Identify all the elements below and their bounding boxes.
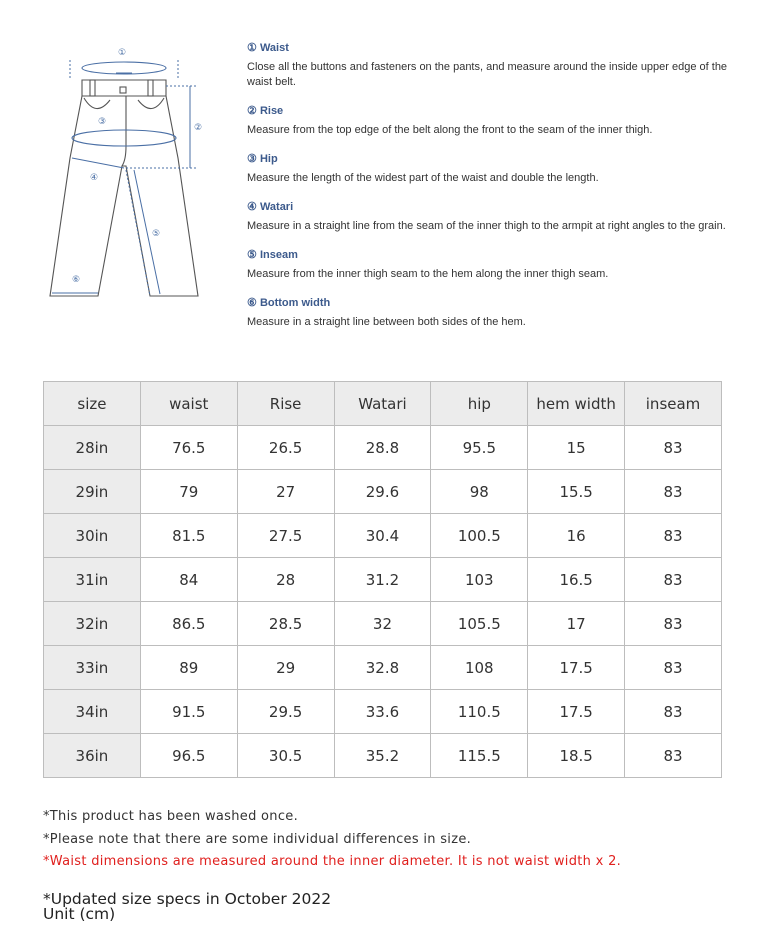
cell-rise: 28.5 bbox=[237, 602, 334, 646]
cell-size: 33in bbox=[44, 646, 141, 690]
measure-item-hip bbox=[247, 151, 737, 186]
measure-title bbox=[247, 199, 737, 215]
cell-waist: 86.5 bbox=[140, 602, 237, 646]
cell-waist: 89 bbox=[140, 646, 237, 690]
cell-rise: 28 bbox=[237, 558, 334, 602]
table-row bbox=[44, 690, 722, 734]
measure-title bbox=[247, 103, 737, 119]
cell-inseam: 83 bbox=[625, 558, 722, 602]
measurement-descriptions bbox=[247, 40, 737, 343]
measure-number: ⑥ bbox=[247, 297, 257, 309]
diagram-marker-5: ⑤ bbox=[152, 229, 161, 239]
note-individual-differences: *Please note that there are some individual differences in size. bbox=[43, 831, 472, 847]
column-header-waist: waist bbox=[140, 382, 237, 426]
cell-rise: 29 bbox=[237, 646, 334, 690]
diagram-marker-3: ③ bbox=[98, 117, 107, 127]
cell-rise: 27.5 bbox=[237, 514, 334, 558]
measure-number: ④ bbox=[247, 201, 257, 213]
cell-watari: 30.4 bbox=[334, 514, 431, 558]
table-row bbox=[44, 514, 722, 558]
measure-name: Inseam bbox=[259, 249, 298, 261]
measure-number: ① bbox=[247, 42, 257, 54]
cell-hem-width: 17.5 bbox=[528, 646, 625, 690]
measure-number: ③ bbox=[247, 153, 257, 165]
cell-watari: 32 bbox=[334, 602, 431, 646]
measure-title bbox=[247, 40, 737, 56]
diagram-marker-1: ① bbox=[118, 48, 127, 58]
cell-watari: 29.6 bbox=[334, 470, 431, 514]
cell-size: 31in bbox=[44, 558, 141, 602]
column-header-size: size bbox=[44, 382, 141, 426]
cell-hip: 110.5 bbox=[431, 690, 528, 734]
cell-rise: 29.5 bbox=[237, 690, 334, 734]
measure-name: Watari bbox=[259, 201, 294, 213]
note-washed: *This product has been washed once. bbox=[43, 809, 299, 824]
cell-inseam: 83 bbox=[625, 734, 722, 778]
column-header-hem-width: hem width bbox=[528, 382, 625, 426]
measure-number: ② bbox=[247, 105, 257, 117]
measure-item-bottom-width bbox=[247, 295, 737, 330]
size-chart-table bbox=[43, 381, 722, 778]
cell-waist: 81.5 bbox=[140, 514, 237, 558]
cell-waist: 91.5 bbox=[140, 690, 237, 734]
column-header-watari: Watari bbox=[334, 382, 431, 426]
measure-name: Waist bbox=[259, 42, 289, 54]
table-row bbox=[44, 646, 722, 690]
table-row bbox=[44, 558, 722, 602]
column-header-hip: hip bbox=[431, 382, 528, 426]
measure-description: Measure from the top edge of the belt along the front to the seam of the inner thigh. bbox=[247, 124, 653, 136]
cell-watari: 31.2 bbox=[334, 558, 431, 602]
column-header-inseam: inseam bbox=[625, 382, 722, 426]
notes-section bbox=[43, 806, 743, 874]
cell-hip: 95.5 bbox=[431, 426, 528, 470]
table-header-row bbox=[44, 382, 722, 426]
cell-hip: 105.5 bbox=[431, 602, 528, 646]
cell-size: 28in bbox=[44, 426, 141, 470]
measure-description: Measure the length of the widest part of the waist and double the length. bbox=[247, 172, 599, 184]
measure-item-waist bbox=[247, 40, 737, 90]
updated-specs-note: *Updated size specs in October 2022 bbox=[43, 890, 332, 908]
cell-size: 36in bbox=[44, 734, 141, 778]
table-row bbox=[44, 734, 722, 778]
measure-number: ⑤ bbox=[247, 249, 257, 261]
table-body bbox=[44, 426, 722, 778]
cell-inseam: 83 bbox=[625, 470, 722, 514]
cell-hip: 108 bbox=[431, 646, 528, 690]
measure-description: Measure in a straight line between both sides of the hem. bbox=[247, 316, 526, 328]
cell-rise: 30.5 bbox=[237, 734, 334, 778]
table-row bbox=[44, 602, 722, 646]
cell-waist: 79 bbox=[140, 470, 237, 514]
diagram-marker-4: ④ bbox=[90, 173, 99, 183]
measure-item-rise bbox=[247, 103, 737, 138]
diagram-marker-2: ② bbox=[194, 123, 203, 133]
table-row bbox=[44, 470, 722, 514]
measure-item-inseam bbox=[247, 247, 737, 282]
cell-watari: 35.2 bbox=[334, 734, 431, 778]
measure-description: Close all the buttons and fasteners on the pants, and measure around the inside upper edge of the waist belt. bbox=[247, 61, 728, 88]
unit-label: Unit (cm) bbox=[43, 905, 116, 923]
measure-description: Measure in a straight line from the seam of the inner thigh to the armpit at right angles to the grain. bbox=[247, 220, 726, 232]
measure-name: Bottom width bbox=[259, 297, 331, 309]
column-header-rise: Rise bbox=[237, 382, 334, 426]
measure-name: Rise bbox=[259, 105, 284, 117]
cell-waist: 96.5 bbox=[140, 734, 237, 778]
cell-rise: 26.5 bbox=[237, 426, 334, 470]
cell-inseam: 83 bbox=[625, 514, 722, 558]
pants-measurement-diagram bbox=[40, 38, 220, 310]
cell-inseam: 83 bbox=[625, 426, 722, 470]
measure-item-watari bbox=[247, 199, 737, 234]
cell-watari: 32.8 bbox=[334, 646, 431, 690]
cell-size: 29in bbox=[44, 470, 141, 514]
cell-size: 34in bbox=[44, 690, 141, 734]
measure-name: Hip bbox=[259, 153, 278, 165]
cell-watari: 33.6 bbox=[334, 690, 431, 734]
cell-watari: 28.8 bbox=[334, 426, 431, 470]
cell-hem-width: 16.5 bbox=[528, 558, 625, 602]
cell-hip: 103 bbox=[431, 558, 528, 602]
note-waist-measurement: *Waist dimensions are measured around the inner diameter. It is not waist width x 2. bbox=[43, 854, 622, 869]
cell-inseam: 83 bbox=[625, 690, 722, 734]
cell-waist: 76.5 bbox=[140, 426, 237, 470]
cell-hip: 98 bbox=[431, 470, 528, 514]
cell-hem-width: 15 bbox=[528, 426, 625, 470]
cell-hem-width: 18.5 bbox=[528, 734, 625, 778]
cell-inseam: 83 bbox=[625, 602, 722, 646]
cell-hem-width: 17 bbox=[528, 602, 625, 646]
cell-size: 30in bbox=[44, 514, 141, 558]
cell-hem-width: 16 bbox=[528, 514, 625, 558]
cell-waist: 84 bbox=[140, 558, 237, 602]
measure-title bbox=[247, 247, 737, 263]
diagram-marker-6: ⑥ bbox=[72, 275, 81, 285]
cell-hem-width: 15.5 bbox=[528, 470, 625, 514]
measure-title bbox=[247, 151, 737, 167]
measure-title bbox=[247, 295, 737, 311]
cell-hip: 100.5 bbox=[431, 514, 528, 558]
cell-inseam: 83 bbox=[625, 646, 722, 690]
measure-description: Measure from the inner thigh seam to the hem along the inner thigh seam. bbox=[247, 268, 609, 280]
cell-rise: 27 bbox=[237, 470, 334, 514]
cell-hem-width: 17.5 bbox=[528, 690, 625, 734]
cell-size: 32in bbox=[44, 602, 141, 646]
table-row bbox=[44, 426, 722, 470]
cell-hip: 115.5 bbox=[431, 734, 528, 778]
